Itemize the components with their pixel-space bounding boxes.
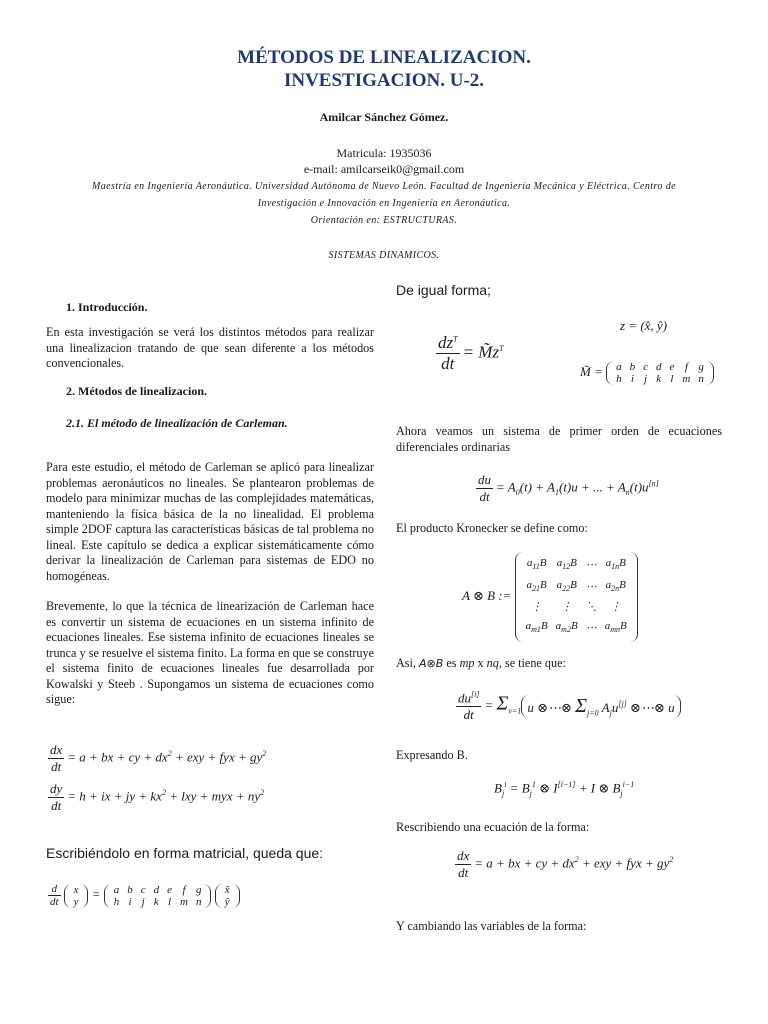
equation-matrix-form: $\frac{d}{dt}$ x y = a b c d e f g h i j k l m n x̂ ŷ xyxy=(48,883,240,908)
topic: SISTEMAS DINAMICOS. xyxy=(328,250,440,261)
asi-mp: mp xyxy=(459,656,475,670)
email: e-mail: amilcarseik0@gmail.com xyxy=(303,162,465,176)
asi-pre: Asi, xyxy=(396,656,420,670)
cambiando-paragraph: Y cambiando las variables de la forma: xyxy=(396,919,587,933)
asi-post: se tiene que: xyxy=(501,656,566,670)
igual-forma-paragraph: De igual forma; xyxy=(396,282,491,298)
equation-dx-dt-repeat: $\frac{dx}{dt}$ = a + bx + cy + $dx^2$ + exy + fyx + $gy^2$ xyxy=(457,848,674,880)
equation-dz-dt: $\frac{dz^T}{dt}$ = $M̃z^T$ xyxy=(438,333,504,373)
equation-dx-dt: $\frac{dx}{dt}$ = a + bx + cy + $dx^2$ + exy + fyx + $gy^2$ xyxy=(50,742,267,774)
asi-x: x xyxy=(474,656,487,670)
equation-kronecker-matrix: A ⊗ B := $a_{11}B$ $a_{12}B$ ⋯ $a_{1n}B$ $a_{21}B$ $a_{22}B$ ⋯ $a_{2n}B$ ⋮ ⋮ ⋱ ⋮ $a_{m1}B$ $a_{m2}B$ ⋯ $a_{mn}B$ xyxy=(462,552,638,642)
matricula: Matricula: 1935036 xyxy=(336,146,432,160)
asi-op: A⊗B xyxy=(419,657,444,670)
subsection-heading-carleman: 2.1. El método de linealización de Carleman. xyxy=(66,416,288,430)
author: Amilcar Sánchez Gómez. xyxy=(319,110,449,124)
title-line-2: INVESTIGACION. U-2. xyxy=(283,70,485,91)
equation-b-j: $B_j^i = B_j^1$ ⊗ I[i−1] + I ⊗ $B_j^{i-1}$ xyxy=(494,780,635,798)
carleman-paragraph-1: Para este estudio, el método de Carleman se aplicó para linealizar problemas aeronáuticos no lineales. Se plantearon problemas de modelo para minimizar muchas de las complejidades matemáticas, manteniendo la física básica de la no linealidad. El problema simple 2DOF captura las características básicas de tal problema no lineal. Este capítulo se dedica a explicar sistemáticamente cómo derivar la linealización de Carleman para sistemas de EDO no homogéneas. xyxy=(46,460,374,583)
section-heading-metodos: 2. Métodos de linealizacion. xyxy=(66,384,207,398)
intro-paragraph: En esta investigación se verá los distintos métodos para realizar una linealizacion tratando de que sean diferente a los métodos convencionales. xyxy=(46,325,374,370)
expresando-paragraph: Expresando B. xyxy=(396,748,468,762)
section-heading-introduccion: 1. Introducción. xyxy=(66,300,148,314)
ode-paragraph: Ahora veamos un sistema de primer orden de ecuaciones diferenciales ordinarias xyxy=(396,424,722,454)
rescribiendo-paragraph: Rescribiendo una ecuación de la forma: xyxy=(396,820,590,834)
equation-du-dt: $\frac{du}{dt}$ = $A_0(t) + A_1(t)u$ + ... + $A_n(t)u[n]$ xyxy=(478,472,659,504)
equation-z-def: z = (x̂, ŷ) xyxy=(620,318,668,333)
carleman-paragraph-2: Brevemente, lo que la técnica de linearización de Carleman hace es convertir un sistema de ecuaciones en un sistema infinito de ecuaciones lineales. Ese sistema infinito de ecuaciones lineales se trunca y se resuelve el sistema finito. La forma en que se construye el sistema finito de ecuaciones lineales fue desarrollada por Kowalski y Steeb . Supongamos un sistema de ecuaciones como sigue: xyxy=(46,599,374,706)
asi-paragraph xyxy=(396,656,722,672)
matrix-form-paragraph: Escribiéndolo en forma matricial, queda que: xyxy=(46,845,324,861)
asi-mid: es xyxy=(443,656,460,670)
orientation: Orientación en: ESTRUCTURAS. xyxy=(310,215,458,226)
affiliation-line-2: Investigación e Innovación en Ingeniería en Aeronáutica. xyxy=(257,198,511,209)
asi-nq: nq, xyxy=(486,656,502,670)
equation-dy-dt: $\frac{dy}{dt}$ = h + ix + jy + $kx^2$ + lxy + myx + $ny^2$ xyxy=(50,781,265,813)
kronecker-paragraph: El producto Kronecker se define como: xyxy=(396,521,588,535)
equation-m-tilde: M̃ = a b c d e f g h i j k l m n xyxy=(580,361,714,385)
title-line-1: MÉTODOS DE LINEALIZACION. xyxy=(237,47,531,68)
affiliation-line-1: Maestría en Ingeniería Aeronáutica. Universidad Autónoma de Nuevo León. Facultad de Ingeniería Mecánica y Eléctrica. Centro de xyxy=(92,181,676,192)
equation-du-i-dt: $\frac{du^{[i]}}{dt}$ = $\Sigma_{v=1}$ u ⊗⋯⊗ $\Sigma_{j=0}$ $A_ju[j]$ ⊗⋯⊗ u xyxy=(456,690,681,723)
